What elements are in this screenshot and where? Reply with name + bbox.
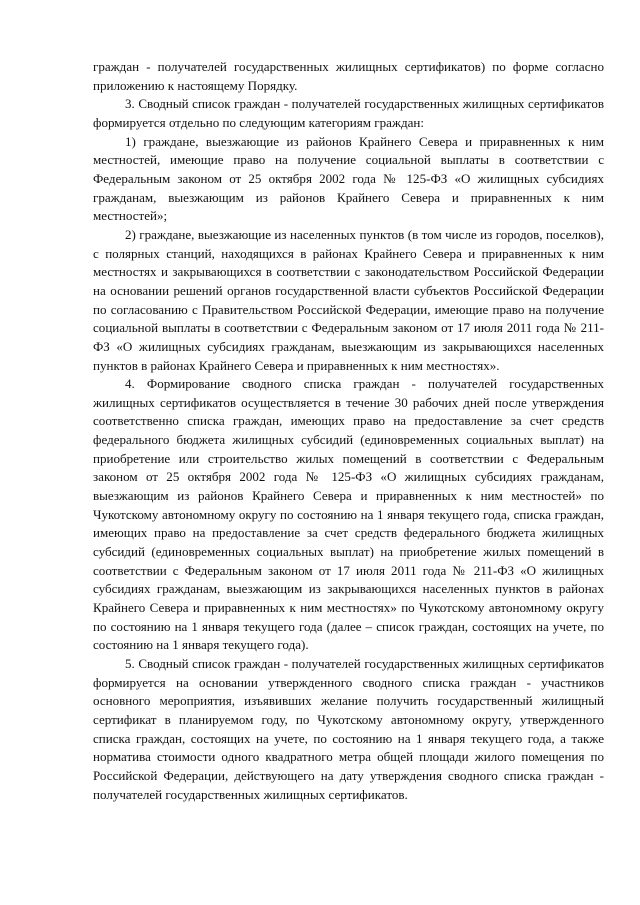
paragraph-item-5: 5. Сводный список граждан - получателей государственных жилищных сертификатов формируется на основании утвержденного сводного списка граждан - участников основного мероприятия, изъявивших желание получить государственный жилищный сертификат в планируемом году, по Чукотскому автономному округу, утвержденного списка граждан, состоящих на учете, по состоянию на 1 января текущего года, а также норматива стоимости одного квадратного метра общей площади жилого помещения по Российской Федерации, действующего на дату утверждения сводного списка граждан - получателей государственных жилищных сертификатов. bbox=[93, 656, 604, 802]
paragraph-item-3: 3. Сводный список граждан - получателей государственных жилищных сертификатов формируется отдельно по следующим категориям граждан: bbox=[93, 96, 604, 130]
paragraph-item-4: 4. Формирование сводного списка граждан - получателей государственных жилищных сертификатов осуществляется в течение 30 рабочих дней после утверждения соответственно списка граждан, имеющих право на предоставление за счет средств федерального бюджета жилищных субсидий (единовременных социальных выплат) на приобретение или строительство жилых помещений в соответствии с Федеральным законом от 25 октября 2002 года № 125-ФЗ «О жилищных субсидиях гражданам, выезжающим из районов Крайнего Севера и приравненных к ним местностей» по Чукотскому автономному округу по состоянию на 1 января текущего года, списка граждан, имеющих право на предоставление за счет средств федерального бюджета жилищных субсидий (единовременных социальных выплат) на приобретение жилых помещений в соответствии с Федеральным законом от 17 июля 2011 года № 211-ФЗ «О жилищных субсидиях гражданам, выезжающим из закрывающихся населенных пунктов в районах Крайнего Севера и приравненных к ним местностях» по Чукотскому автономному округу по состоянию на 1 января текущего года (далее – список граждан, состоящих на учете, по состоянию на 1 января текущего года). bbox=[93, 376, 604, 653]
document-page bbox=[93, 58, 604, 804]
paragraph-subitem-2: 2) граждане, выезжающие из населенных пунктов (в том числе из городов, поселков), с полярных станций, находящихся в районах Крайнего Севера и приравненных к ним местностях и закрывающихся в соответствии с законодательством Российской Федерации на основании решений органов государственной власти субъектов Российской Федерации по согласованию с Правительством Российской Федерации, имеющие право на получение социальной выплаты в соответствии с Федеральным законом от 17 июля 2011 года № 211-ФЗ «О жилищных субсидиях гражданам, выезжающим из закрывающихся населенных пунктов в районах Крайнего Севера и приравненных к ним местностях». bbox=[93, 226, 604, 373]
paragraph-continuation: граждан - получателей государственных жилищных сертификатов) по форме согласно приложению к настоящему Порядку. bbox=[93, 59, 604, 93]
paragraph-subitem-1: 1) граждане, выезжающие из районов Крайнего Севера и приравненных к ним местностей, имеющие право на получение социальной выплаты в соответствии с Федеральным законом от 25 октября 2002 года № 125-ФЗ «О жилищных субсидиях гражданам, выезжающим из районов Крайнего Севера и приравненных к ним местностей»; bbox=[93, 133, 604, 224]
